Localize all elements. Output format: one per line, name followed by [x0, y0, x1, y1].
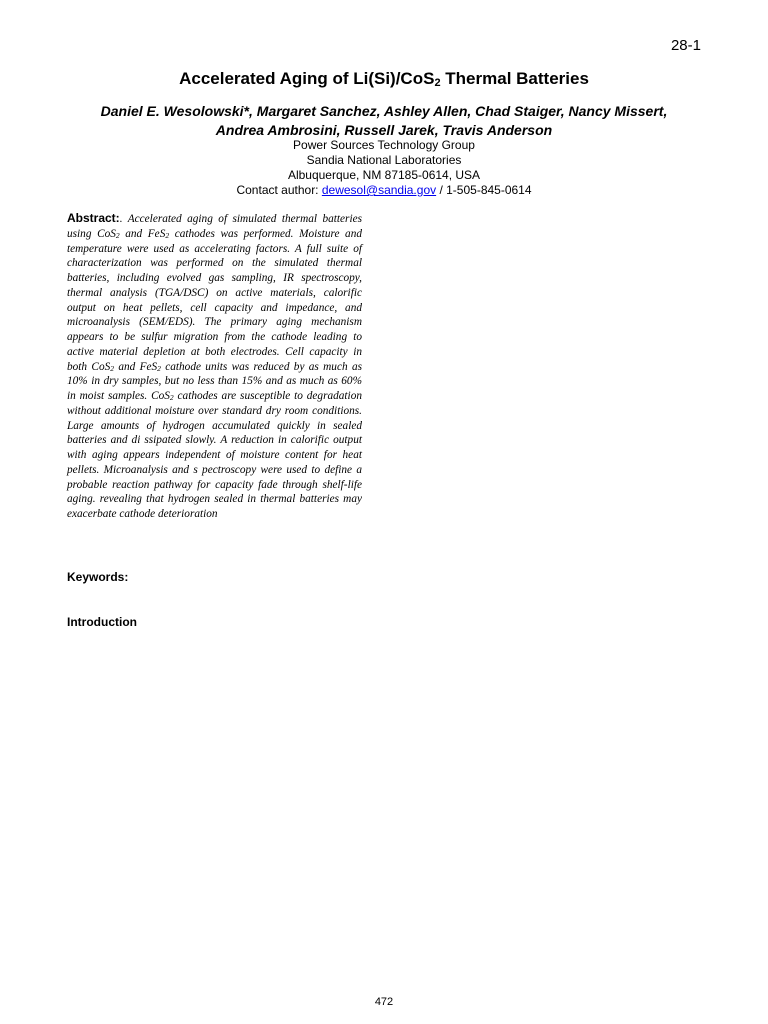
- author-line-2: Andrea Ambrosini, Russell Jarek, Travis Anderson: [215, 122, 553, 138]
- subscript: 2: [157, 363, 161, 373]
- subscript: 2: [169, 393, 174, 402]
- paper-id: 28-1: [670, 37, 701, 54]
- subscript: 2: [165, 230, 170, 240]
- affiliation-group: Power Sources Technology Group: [293, 138, 475, 152]
- abstract-text: cathode units was reduced by as much as 10% in dry samples, but no less than 15% and as much as 60% in moist samples. CoS: [67, 360, 362, 402]
- introduction-heading: Introduction: [67, 615, 137, 629]
- abstract-text: and FeS: [114, 360, 158, 373]
- affiliation-address: Albuquerque, NM 87185-0614, USA: [287, 168, 481, 182]
- keywords-heading: Keywords:: [67, 570, 129, 584]
- contact-label: Contact author:: [236, 183, 322, 197]
- author-line-1: Daniel E. Wesolowski*, Margaret Sanchez, Ashley Allen, Chad Staiger, Nancy Missert,: [100, 103, 668, 119]
- abstract-text: cathodes was performed. Moisture and temperature were used as accelerating factors. A full suite of characterization was performed on the simulated thermal batteries, including evolved gas sampling, IR spectroscopy, thermal analysis (TGA/DSC) on active materials, calorific output on heat pellets, cell capacity and impedance, and microanalysis (SEM/EDS). The primary aging mechanism appears to be sulfur migration from the cathode leading to active material depletion at both electrodes. Cell capacity in both CoS: [67, 227, 362, 373]
- title-subscript: 2: [434, 77, 441, 89]
- email-link[interactable]: dewesol@sandia.gov: [321, 183, 437, 197]
- abstract-text: and FeS: [119, 227, 166, 240]
- contact-phone: / 1-505-845-0614: [436, 183, 532, 197]
- page-number: 472: [374, 996, 394, 1008]
- abstract-text: cathodes are susceptible to degradation without additional moisture over standard dry room conditions. Large amounts of hydrogen accumulated quickly in sealed batteries and di ssipated slowly. A reduction in calorific output with aging appears independent of moisture content for heat pellets. Microanalysis and s pectroscopy were used to define a probable reaction pathway for capacity fade through shelf-life aging. revealing that hydrogen sealed in thermal batteries may exacerbate cathode deterioration: [67, 390, 362, 520]
- affiliation-lab: Sandia National Laboratories: [306, 153, 462, 167]
- paper-title: [0, 69, 768, 89]
- subscript: 2: [115, 230, 120, 240]
- subscript: 2: [110, 363, 114, 373]
- abstract-text: . Accelerated aging of simulated thermal batteries using CoS: [67, 213, 362, 240]
- title-part1: Accelerated Aging of Li(Si)/CoS: [179, 69, 435, 88]
- affiliation: [0, 138, 768, 198]
- abstract: [67, 211, 362, 522]
- title-part2: Thermal Batteries: [440, 69, 589, 88]
- abstract-label: Abstract:: [67, 211, 120, 225]
- contact-line: [0, 183, 768, 198]
- author-list: [0, 102, 768, 140]
